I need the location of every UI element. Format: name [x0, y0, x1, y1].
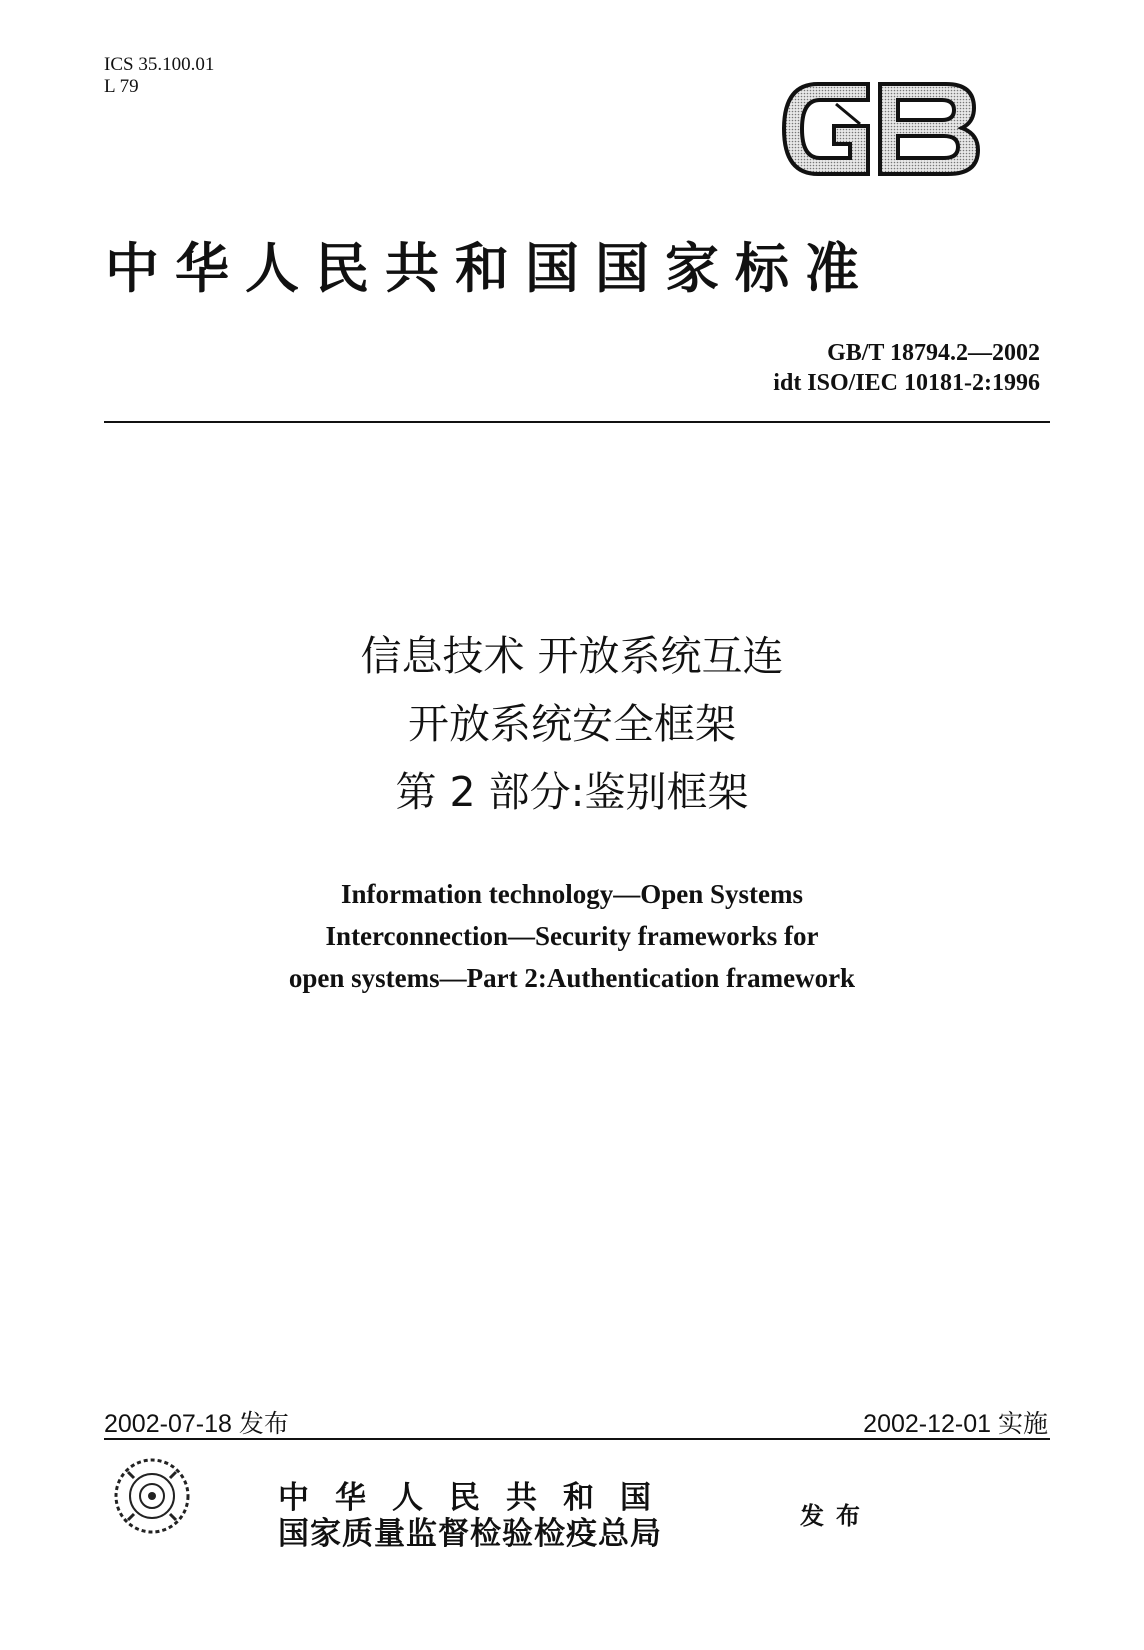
issuer-line1: 中华人民共和国	[278, 1480, 677, 1516]
header-divider	[104, 421, 1050, 423]
title-en-line2: Interconnection—Security frameworks for	[325, 921, 819, 951]
title-cn-line1: 信息技术 开放系统互连	[360, 632, 784, 680]
title-cn-line3: 第 2 部分:鉴别框架	[395, 768, 749, 816]
standard-number-block	[773, 338, 1040, 398]
national-emblem-seal	[108, 1452, 196, 1540]
issuer-line2: 国家质量监督检验检疫总局	[278, 1516, 662, 1552]
title-en-line1: Information technology—Open Systems	[340, 879, 803, 909]
footer-divider	[104, 1438, 1050, 1440]
effective-date: 2002-12-01 实施	[863, 1410, 1048, 1438]
issuer-action: 发布	[800, 1501, 872, 1530]
title-en-line3: open systems—Part 2:Authentication framework	[288, 963, 856, 993]
standard-number: GB/T 18794.2—2002	[827, 340, 1040, 366]
ics-code: ICS 35.100.01	[104, 54, 215, 75]
issuer-block	[278, 1480, 677, 1552]
standard-equivalence: idt ISO/IEC 10181-2:1996	[773, 370, 1040, 396]
publish-date: 2002-07-18 发布	[104, 1410, 289, 1438]
ccs-code: L 79	[104, 76, 139, 97]
national-standard-title: 中华人民共和国国家标准	[105, 236, 875, 300]
title-cn-line2: 开放系统安全框架	[408, 700, 736, 748]
gb-logo	[776, 74, 984, 184]
